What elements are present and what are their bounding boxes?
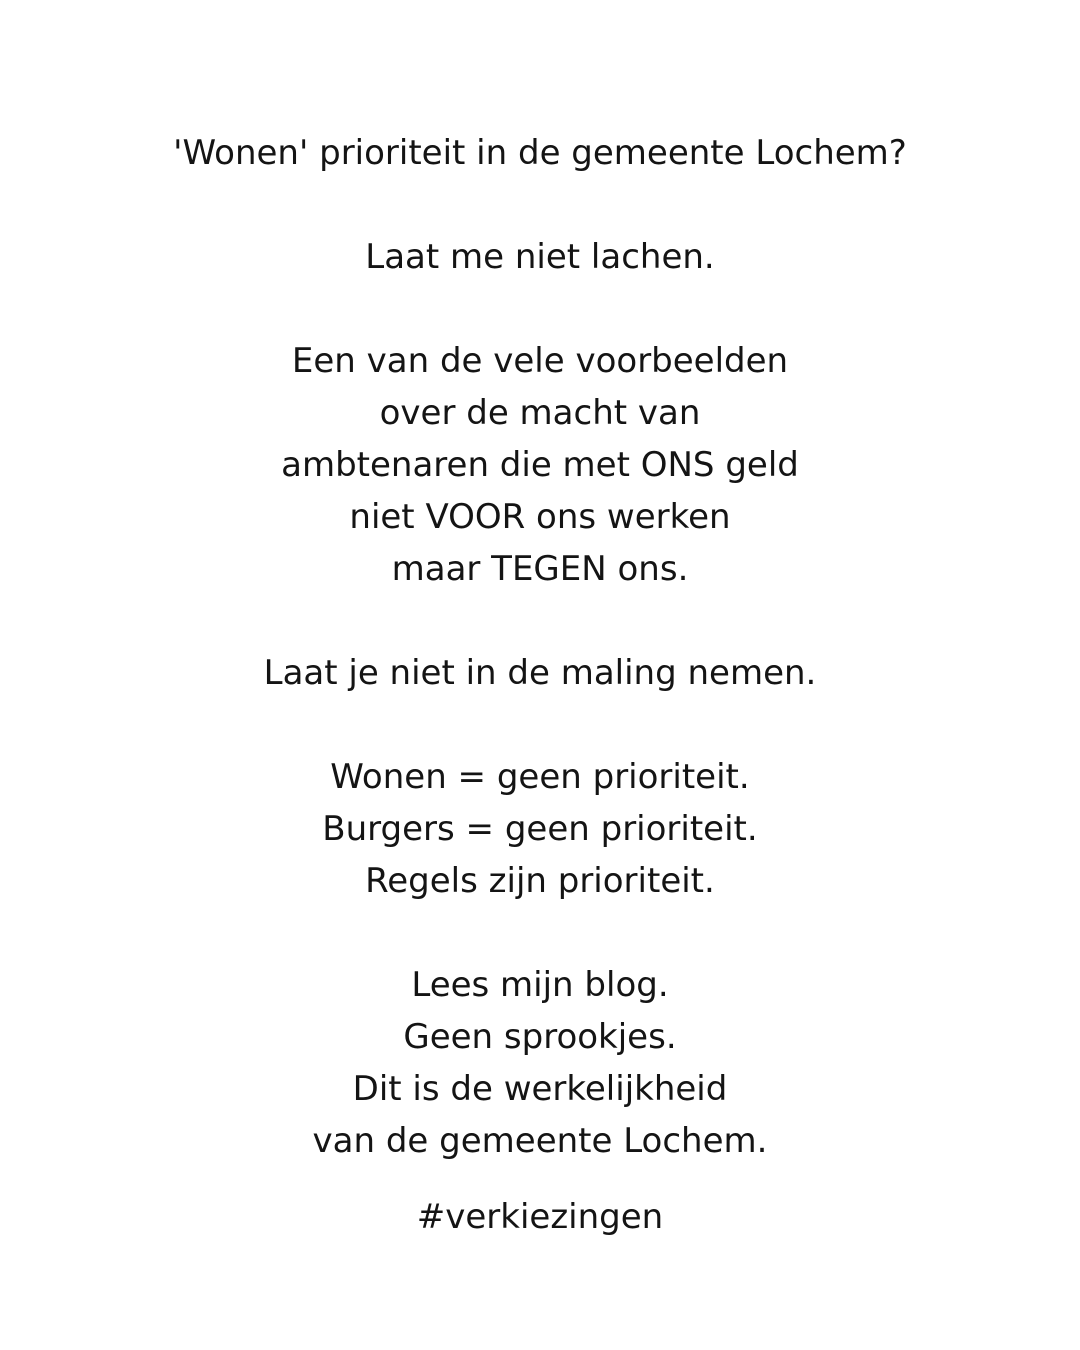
example-line-5: maar TEGEN ons. — [391, 549, 689, 589]
hashtag: #verkiezingen — [416, 1197, 664, 1237]
cta-line-4: van de gemeente Lochem. — [312, 1121, 768, 1161]
question-line: 'Wonen' prioriteit in de gemeente Lochem? — [173, 133, 907, 173]
cta-line-2: Geen sprookjes. — [403, 1017, 677, 1057]
statement-line-1: Wonen = geen prioriteit. — [330, 757, 750, 797]
warning-line: Laat je niet in de maling nemen. — [263, 653, 817, 693]
cta-line-3: Dit is de werkelijkheid — [352, 1069, 728, 1109]
example-line-2: over de macht van — [379, 393, 701, 433]
cta-line-1: Lees mijn blog. — [411, 965, 669, 1005]
retort-line: Laat me niet lachen. — [365, 237, 715, 277]
example-line-4: niet VOOR ons werken — [349, 497, 731, 537]
example-line-3: ambtenaren die met ONS geld — [281, 445, 799, 485]
statement-line-3: Regels zijn prioriteit. — [365, 861, 715, 901]
example-line-1: Een van de vele voorbeelden — [291, 341, 789, 381]
statement-line-2: Burgers = geen prioriteit. — [322, 809, 758, 849]
